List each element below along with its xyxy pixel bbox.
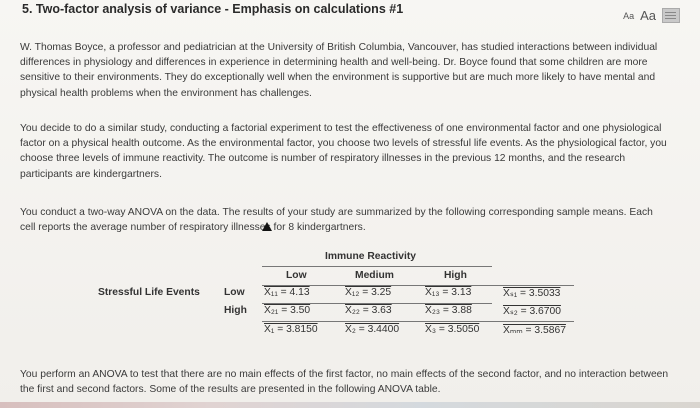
mouse-cursor-icon: [262, 222, 272, 231]
cell-mean-23: X₂₃ = 3.88: [425, 305, 472, 316]
column-factor-label: Immune Reactivity: [325, 251, 416, 262]
col-mean-3: X₃ = 3.5050: [425, 324, 480, 335]
col-header-medium: Medium: [355, 270, 394, 281]
col-header-low: Low: [286, 270, 307, 281]
row-header-high: High: [224, 305, 247, 316]
cell-mean-22: X₂₂ = 3.63: [345, 305, 392, 316]
cell-mean-11: X₁₁ = 4.13: [264, 287, 310, 298]
grand-mean: Xₘₘ = 3.5867: [503, 325, 566, 336]
bottom-edge: [0, 402, 700, 408]
row-factor-label: Stressful Life Events: [98, 287, 200, 298]
row-header-low: Low: [224, 287, 245, 298]
cell-mean-13: X₁₃ = 3.13: [425, 287, 472, 298]
paragraph-anova: You perform an ANOVA to test that there are no main effects of the first factor, no main effects of the second factor, and no interaction between the first and second factors. Some of the results are presented in the following ANOVA table.: [20, 369, 669, 396]
text-tools: [623, 8, 680, 23]
cell-mean-12: X₁₂ = 3.25: [345, 287, 392, 298]
font-increase-button[interactable]: Aa: [640, 8, 656, 23]
paragraph-results: You conduct a two-way ANOVA on the data. The results of your study are summarized by the following corresponding sample means. Each cell reports the average number of respiratory illnesses for 8 kindergartners.: [20, 207, 653, 234]
font-decrease-button[interactable]: Aa: [623, 10, 635, 21]
cell-mean-21: X₂₁ = 3.50: [264, 305, 311, 316]
row-mean-2: Xₛ₂ = 3.6700: [503, 306, 561, 317]
col-mean-2: X₂ = 3.4400: [345, 324, 400, 335]
problem-title: 5. Two-factor analysis of variance - Emphasis on calculations #1: [22, 2, 404, 16]
col-header-high: High: [444, 270, 467, 281]
paragraph-study: You decide to do a similar study, conducting a factorial experiment to test the effectiveness of one environmental factor and one physiological factor on a physical health outcome. As the environmental factor, you choose two levels of stressful life events. As the physiological factor, you choose three levels of immune reactivity. The outcome is number of respiratory illnesses in the previous 12 months, and the research participants are kindergartners.: [20, 123, 667, 180]
col-mean-1: X₁ = 3.8150: [264, 324, 318, 335]
row-mean-1: Xₛ₁ = 3.5033: [503, 288, 561, 299]
paragraph-intro: W. Thomas Boyce, a professor and pediatrician at the University of British Columbia, Vancouver, has studied interactions between individual differences in physiology and differences in experience in determining health and well-being. Dr. Boyce found that some children are more sensitive to their environments. They do exceptionally well when the environment is supportive but are much more likely to have mental and physical health problems when the environment has challenges.: [20, 42, 658, 99]
document-icon[interactable]: [662, 8, 680, 23]
